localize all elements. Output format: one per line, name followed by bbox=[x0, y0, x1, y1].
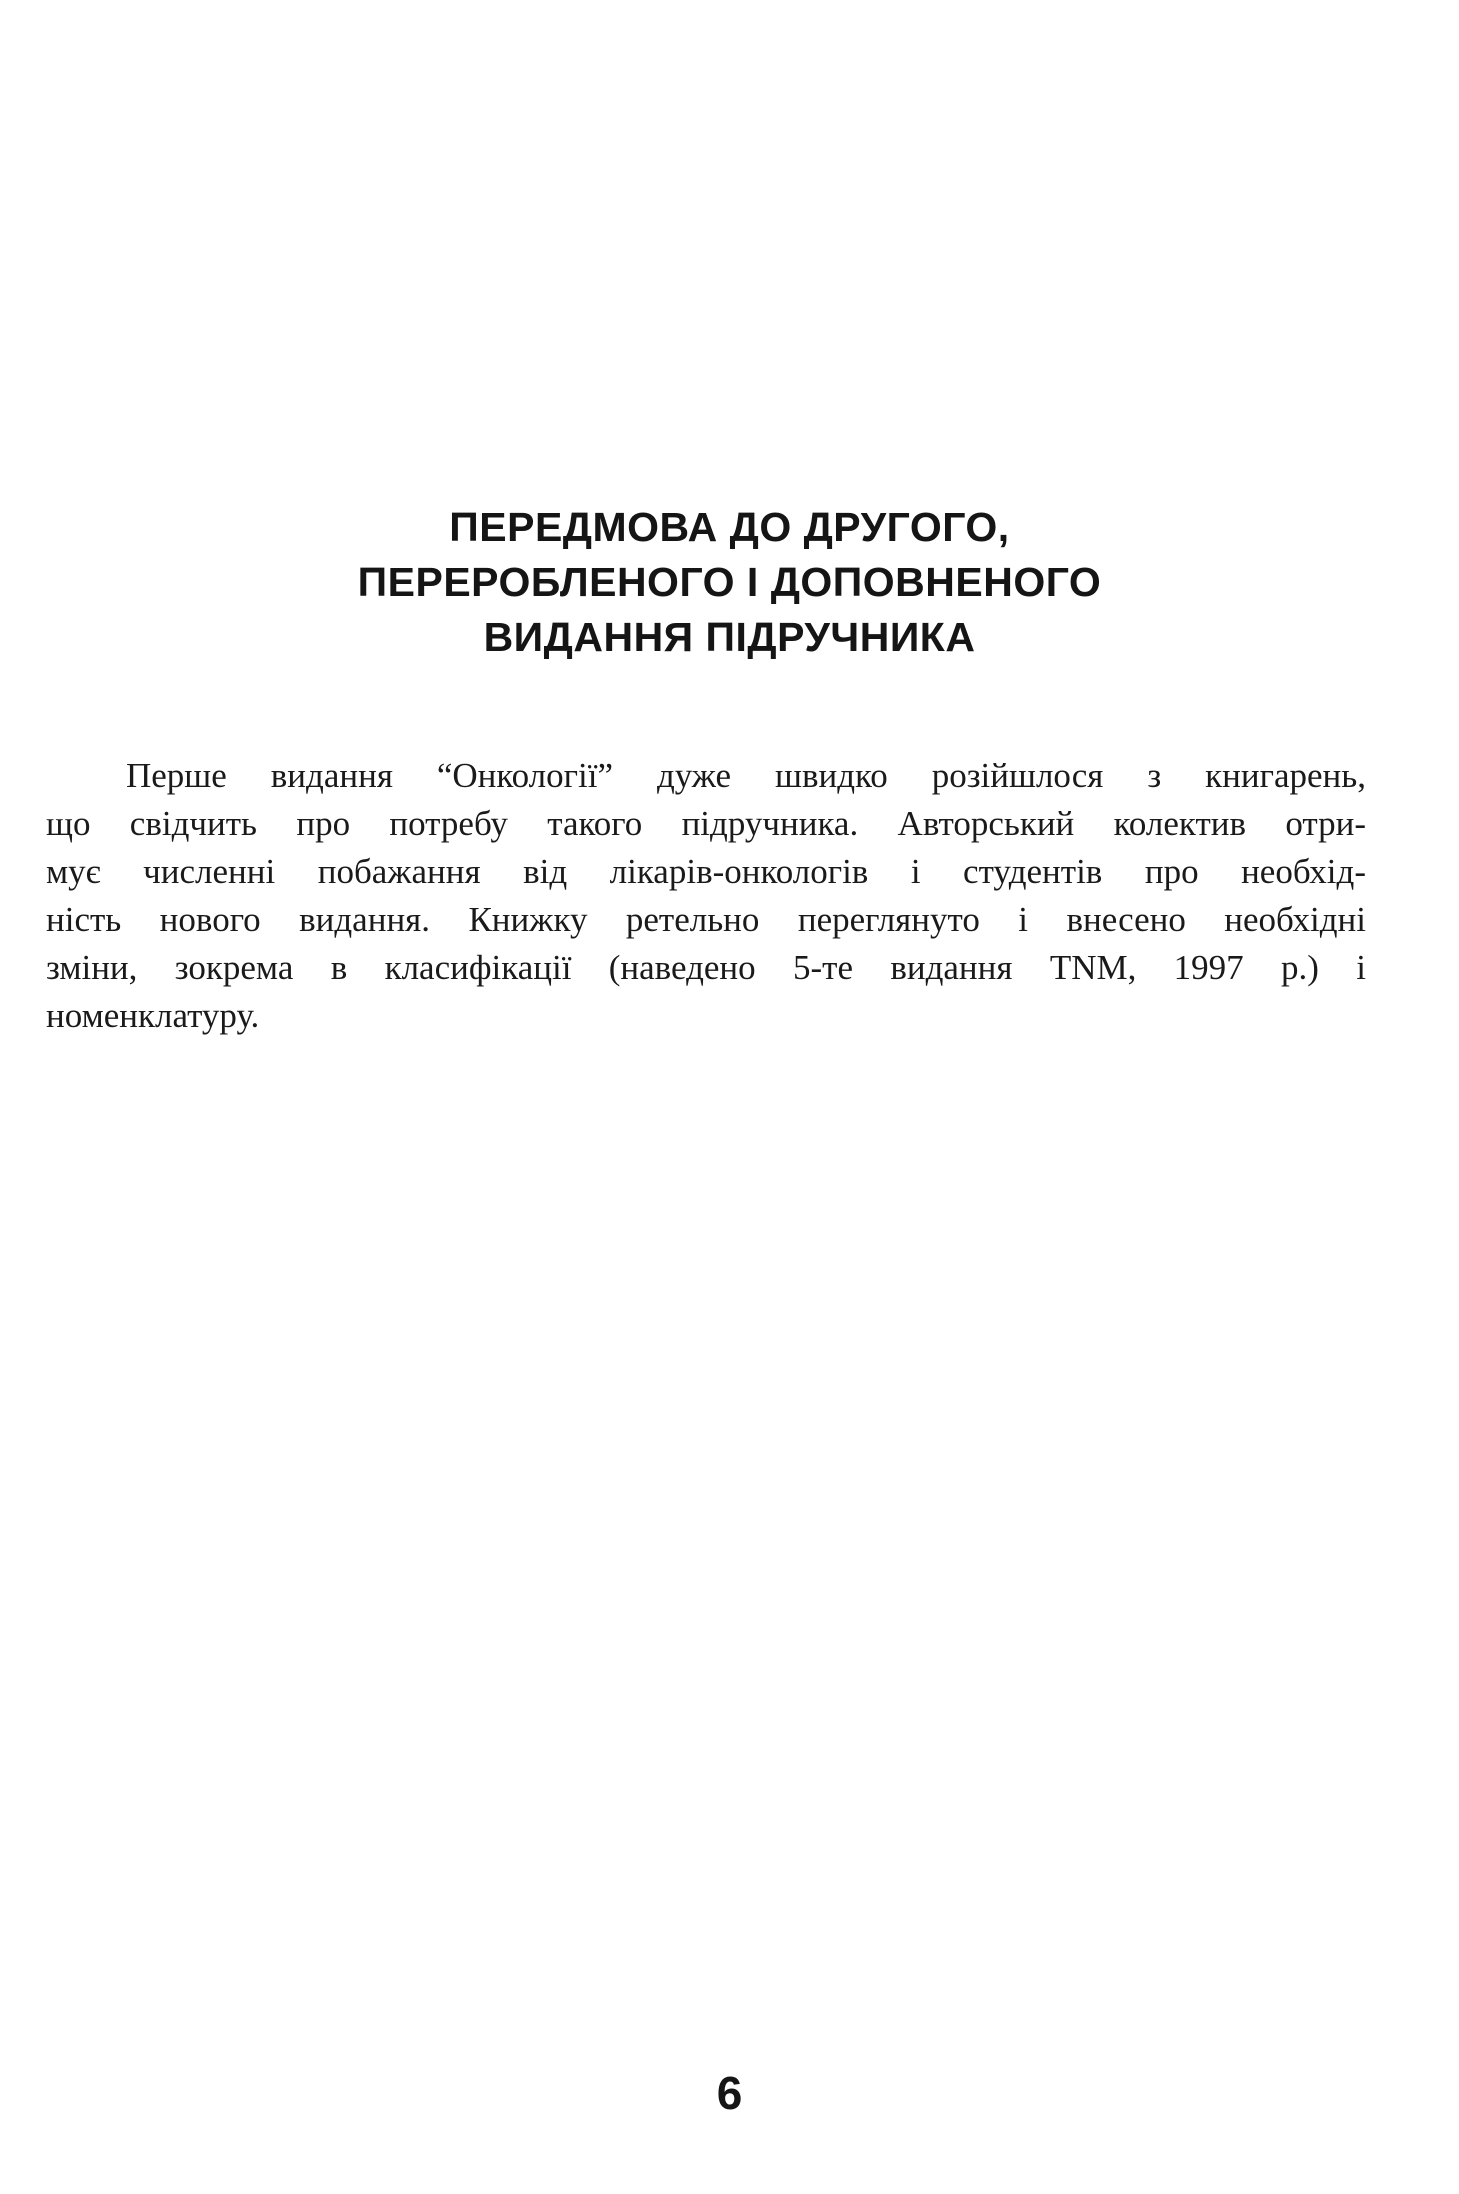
heading-line: ВИДАННЯ ПІДРУЧНИКА bbox=[483, 614, 976, 660]
paragraph-line: Перше видання “Онкології” дуже швидко розійшлося з книгарень, bbox=[126, 756, 1366, 795]
paragraph-line: ність нового видання. Книжку ретельно переглянуто і внесено необхідні bbox=[46, 900, 1366, 939]
body-paragraph bbox=[46, 752, 1366, 1040]
paragraph-line: зміни, зокрема в класифікації (наведено 5-те видання TNM, 1997 р.) і bbox=[46, 948, 1366, 987]
page-number: 6 bbox=[716, 2067, 743, 2119]
heading-line: ПЕРЕДМОВА ДО ДРУГОГО, bbox=[449, 504, 1010, 550]
heading-line: ПЕРЕРОБЛЕНОГО І ДОПОВНЕНОГО bbox=[357, 559, 1102, 605]
paragraph-line: номенклатуру. bbox=[46, 996, 260, 1035]
paragraph-line: що свідчить про потребу такого підручника. Авторський колектив отри- bbox=[46, 804, 1366, 843]
paragraph-line: мує численні побажання від лікарів-онкологів і студентів про необхід- bbox=[46, 852, 1366, 891]
section-heading bbox=[0, 500, 1459, 665]
